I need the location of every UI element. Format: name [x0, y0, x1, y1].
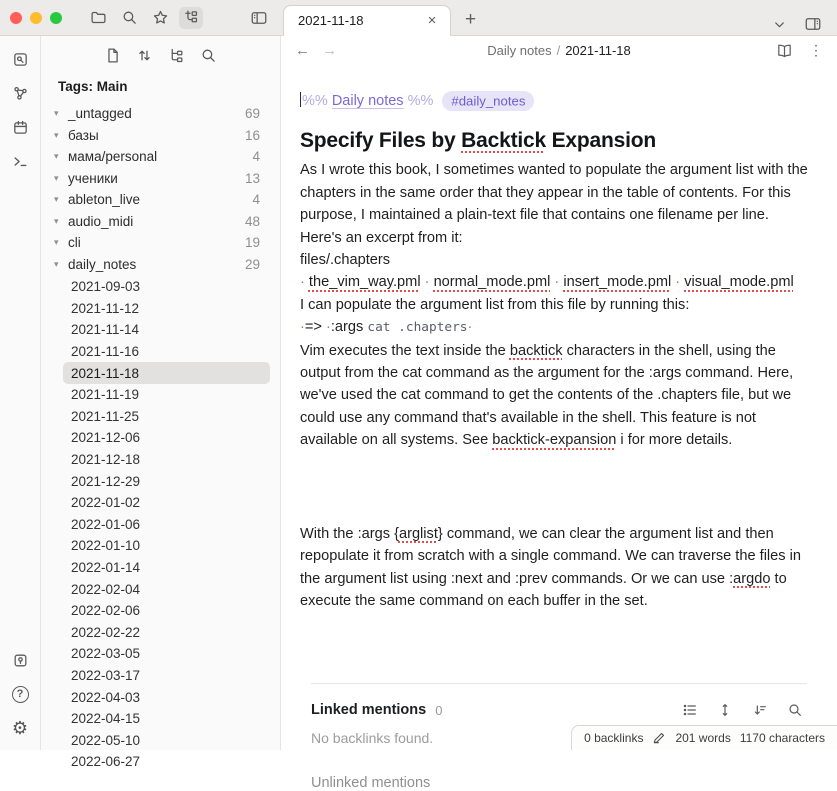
note-block-line: [300, 249, 812, 271]
close-window-button[interactable]: [10, 12, 22, 24]
text-segment: backtick-expansion: [492, 432, 617, 449]
help-question-glyph: ?: [12, 686, 29, 703]
text-segment: ·: [325, 319, 331, 336]
new-tab-button[interactable]: +: [465, 8, 477, 30]
text-segment: Vim executes the text inside the: [300, 342, 510, 359]
note-header-actions: [772, 40, 823, 62]
tag-count: 4: [252, 149, 260, 165]
tag-label: _untagged: [68, 106, 132, 122]
tag-count: 13: [244, 170, 260, 186]
titlebar: [0, 0, 837, 36]
settings-gear-icon[interactable]: [7, 716, 33, 740]
text-segment: visual_mode.pml: [684, 274, 794, 291]
more-options-kebab-icon[interactable]: ⋮: [809, 42, 823, 58]
status-backlinks: 0 backlinks: [584, 731, 644, 745]
no-backlinks-text: No backlinks found.: [311, 730, 434, 747]
date-item[interactable]: 2021-11-14: [71, 322, 140, 338]
text-segment: argdo: [733, 570, 771, 587]
date-item[interactable]: 2022-01-14: [71, 560, 141, 576]
back-arrow-icon[interactable]: ←: [295, 42, 310, 59]
folder-icon[interactable]: [86, 7, 110, 29]
date-item[interactable]: 2022-05-10: [71, 732, 141, 748]
text-segment[interactable]: Daily notes: [331, 93, 404, 109]
tag-row[interactable]: [41, 254, 280, 276]
traffic-lights: [10, 12, 62, 24]
date-item[interactable]: 2022-02-04: [71, 581, 141, 597]
expand-right-sidebar-icon[interactable]: [801, 13, 825, 35]
text-segment: i for more details.: [616, 432, 733, 449]
nav-arrows: [295, 43, 337, 58]
tag-label: cli: [68, 235, 81, 251]
linked-mentions-count: 0: [435, 702, 443, 718]
tag-list: [41, 103, 280, 275]
sort-order-icon[interactable]: [133, 44, 157, 66]
date-item[interactable]: 2021-12-06: [71, 430, 141, 446]
text-segment: %%: [403, 93, 434, 109]
calendar-icon[interactable]: [7, 115, 33, 139]
note-block-meta: [300, 90, 812, 112]
titlebar-left: [0, 0, 281, 35]
tag-label: базы: [68, 127, 99, 143]
date-item[interactable]: 2022-02-06: [71, 603, 141, 619]
date-item[interactable]: 2021-11-18: [63, 362, 270, 384]
status-word-count: 201 words: [675, 731, 731, 745]
text-segment: ·: [420, 274, 434, 291]
date-item[interactable]: 2021-09-03: [71, 279, 141, 295]
titlebar-toolbar: [86, 7, 203, 29]
text-segment: insert_mode.pml: [563, 274, 672, 291]
note-block-para-gap: [300, 523, 812, 613]
date-item[interactable]: 2022-04-03: [71, 689, 141, 705]
text-segment: With the :args {: [300, 525, 399, 542]
tag-count: 69: [244, 106, 260, 122]
date-item[interactable]: 2021-11-16: [71, 344, 140, 360]
tab-close-icon[interactable]: ×: [427, 12, 437, 29]
sort-descending-icon[interactable]: [748, 699, 772, 721]
tag-label: daily_notes: [68, 256, 137, 272]
text-segment: ·: [467, 319, 473, 336]
text-segment: I can populate the argument list from this file by running this:: [300, 296, 690, 313]
tag-row[interactable]: [41, 146, 280, 168]
text-segment: Expansion: [545, 129, 656, 153]
tag-count: 4: [252, 192, 260, 208]
inline-tag-pill[interactable]: #daily_notes: [442, 91, 534, 111]
collapse-arrow-icon[interactable]: ▾: [54, 108, 59, 119]
collapse-arrow-icon[interactable]: ▾: [54, 172, 59, 183]
list-view-icon[interactable]: [678, 699, 702, 721]
tab-title: 2021-11-18: [298, 13, 364, 28]
date-item[interactable]: 2021-11-19: [71, 387, 140, 403]
date-item[interactable]: 2021-11-25: [71, 408, 140, 424]
date-item[interactable]: 2022-06-27: [71, 754, 141, 770]
tag-count: 48: [244, 213, 260, 229]
text-segment: Backtick: [461, 129, 546, 153]
tag-row[interactable]: [41, 189, 280, 211]
tag-count: 29: [244, 256, 260, 272]
tag-pane-toolbar: [41, 41, 280, 76]
collapse-arrow-icon[interactable]: ▾: [54, 151, 59, 162]
tag-label: audio_midi: [68, 213, 134, 229]
zoom-window-button[interactable]: [50, 12, 62, 24]
date-item[interactable]: 2022-03-05: [71, 646, 141, 662]
text-segment: arglist: [398, 525, 438, 542]
date-item[interactable]: 2021-12-18: [71, 452, 141, 468]
note-block-line: [300, 294, 812, 316]
note-editor[interactable]: [281, 63, 837, 612]
date-list: [41, 276, 280, 773]
tag-row[interactable]: [41, 168, 280, 190]
date-item[interactable]: 2022-01-02: [71, 495, 141, 511]
text-segment: cat .chapters: [367, 320, 468, 336]
text-segment: to execute the same command on each buffer in the set.: [300, 570, 787, 609]
note-header: [281, 36, 837, 63]
text-segment: characters in the shell, using the output from the cat command as the argument for the :args command. Here, we've used the cat command to get the contents of the .chapters file, but we could use any command that's available in the shell. This feature is not available on all systems. See: [300, 342, 794, 449]
graph-view-icon[interactable]: [7, 81, 33, 105]
text-segment: backtick: [509, 342, 563, 359]
status-character-count: 1170 characters: [739, 731, 825, 745]
date-item[interactable]: 2021-12-29: [71, 473, 141, 489]
collapse-arrow-icon[interactable]: ▾: [54, 194, 59, 205]
breadcrumb-current[interactable]: 2021-11-18: [565, 43, 631, 58]
text-segment: files/.chapters: [300, 252, 391, 269]
date-item[interactable]: 2022-03-17: [71, 667, 141, 683]
tag-pane-icon[interactable]: [179, 7, 203, 29]
text-segment: ·: [550, 274, 564, 291]
help-icon[interactable]: [7, 682, 33, 706]
text-segment: the_vim_way.pml: [308, 274, 421, 291]
linked-mentions-title[interactable]: Linked mentions: [311, 702, 427, 719]
edit-mode-pencil-icon[interactable]: [652, 731, 666, 745]
search-backlinks-icon[interactable]: [783, 699, 807, 721]
collapse-left-sidebar-icon[interactable]: [247, 7, 271, 29]
reading-view-book-icon[interactable]: [772, 40, 796, 62]
chevron-down-icon[interactable]: [767, 13, 791, 35]
note-block-line: [300, 271, 812, 293]
tag-label: мама/personal: [68, 149, 158, 165]
note-block-h1: [300, 127, 812, 154]
text-segment: ·: [300, 319, 305, 336]
collapse-arrow-icon[interactable]: ▾: [54, 129, 59, 140]
new-note-icon[interactable]: [101, 44, 125, 66]
left-ribbon: [0, 36, 41, 750]
status-bar: [571, 725, 837, 750]
text-segment: :args: [330, 319, 368, 336]
tag-row[interactable]: [41, 125, 280, 147]
text-segment: =>: [304, 319, 326, 336]
forward-arrow-icon[interactable]: →: [322, 42, 337, 59]
tag-count: 16: [244, 127, 260, 143]
main-area: [0, 36, 837, 791]
date-item[interactable]: 2022-01-10: [71, 538, 141, 554]
nested-tags-icon[interactable]: [165, 44, 189, 66]
text-segment: ·: [671, 274, 685, 291]
tag-pane: [41, 36, 281, 770]
date-item[interactable]: 2022-04-15: [71, 711, 141, 727]
note-block-para: [300, 159, 812, 249]
date-item[interactable]: 2022-01-06: [71, 516, 141, 532]
minimize-window-button[interactable]: [30, 12, 42, 24]
tabstrip-right: [767, 13, 837, 35]
content-pane: [281, 36, 837, 791]
tag-row[interactable]: [41, 103, 280, 125]
breadcrumb: [487, 43, 630, 58]
text-segment: } command, we can clear the argument list and then repopulate it from scratch with a single command. We can traverse the files in the argument list using :next and :prev commands. Or we can use :: [300, 525, 802, 587]
tags-header: Tags: Main: [58, 79, 128, 94]
tab-active[interactable]: [283, 5, 451, 36]
tag-label: ученики: [68, 170, 118, 186]
tag-row[interactable]: [41, 211, 280, 233]
breadcrumb-folder[interactable]: Daily notes: [487, 43, 552, 58]
text-cursor: [300, 92, 301, 107]
note-block-line: [300, 316, 812, 339]
tag-count: 19: [244, 235, 260, 251]
collapse-arrow-icon[interactable]: ▾: [54, 237, 59, 248]
text-segment: ·: [300, 274, 309, 291]
backlinks-toolbar: [678, 699, 807, 721]
terminal-icon[interactable]: [7, 149, 33, 173]
vault-switcher-icon[interactable]: [7, 648, 33, 672]
text-segment: Specify Files by: [300, 129, 462, 153]
text-segment: normal_mode.pml: [433, 274, 551, 291]
text-segment: As I wrote this book, I sometimes wanted to populate the argument list with the chapters in the same order that they appear in the table of contents. For this purpose, I maintained a plain-text file that contains one filename per line. Here's an excerpt from it:: [300, 162, 808, 246]
expand-collapse-icon[interactable]: [713, 699, 737, 721]
collapse-arrow-icon[interactable]: ▾: [54, 215, 59, 226]
text-segment: %%: [302, 93, 332, 109]
linked-mentions-header: [311, 699, 807, 721]
collapse-arrow-icon[interactable]: ▾: [54, 258, 59, 269]
date-item[interactable]: 2021-11-12: [71, 300, 140, 316]
tab-strip: [281, 0, 837, 35]
unlinked-mentions-title[interactable]: Unlinked mentions: [311, 775, 431, 791]
star-icon[interactable]: [148, 7, 172, 29]
search-icon[interactable]: [117, 7, 141, 29]
quick-switcher-icon[interactable]: [7, 47, 33, 71]
gear-glyph: ⚙: [11, 718, 29, 738]
date-item[interactable]: 2022-02-22: [71, 624, 141, 640]
tag-label: ableton_live: [68, 192, 141, 208]
filter-tags-search-icon[interactable]: [197, 44, 221, 66]
tag-row[interactable]: [41, 232, 280, 254]
note-block-para: [300, 340, 812, 452]
breadcrumb-separator: /: [556, 43, 561, 58]
